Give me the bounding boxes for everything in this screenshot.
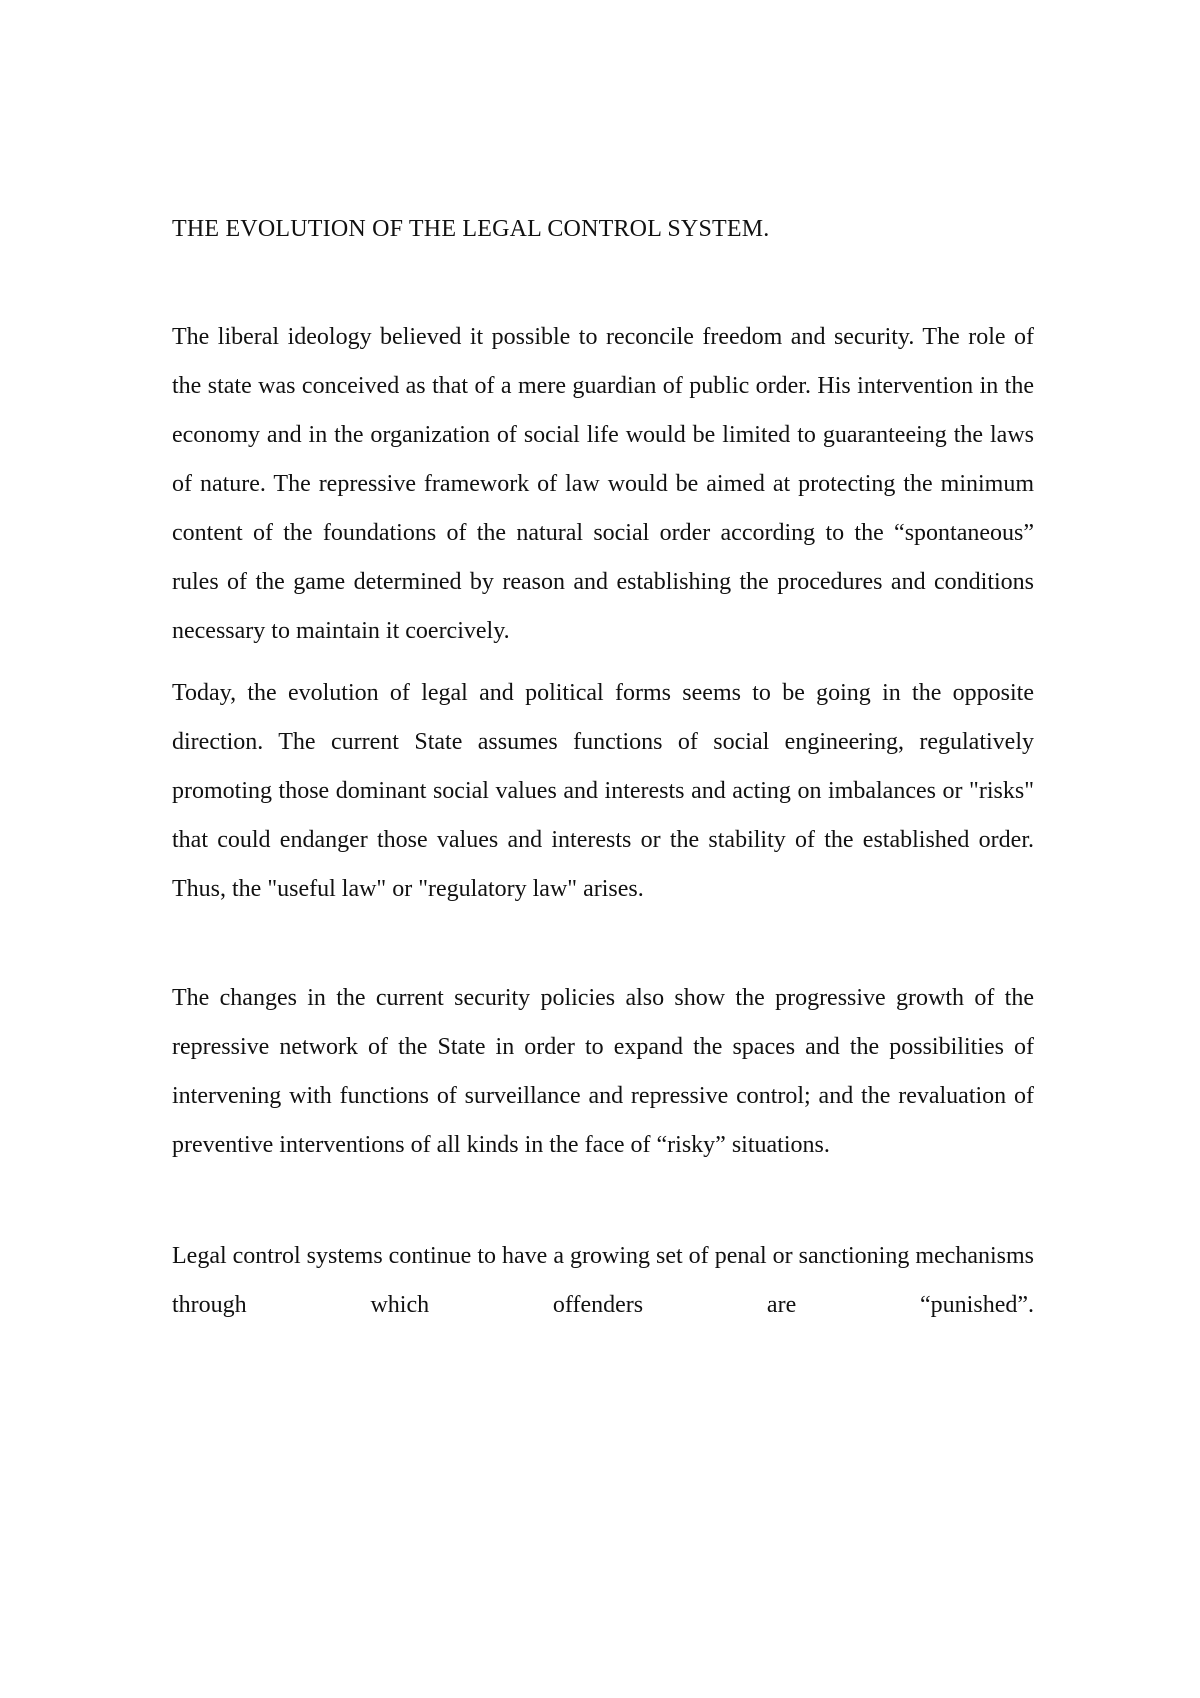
document-body xyxy=(172,205,1034,1330)
paragraph-liberal-ideology: The liberal ideology believed it possible to reconcile freedom and security. The role of the state was conceived as that of a mere guardian of public order. His intervention in the economy and in the organization of social life would be limited to guaranteeing the laws of nature. The repressive framework of law would be aimed at protecting the minimum content of the foundations of the natural social order according to the “spontaneous” rules of the game determined by reason and establishing the procedures and conditions necessary to maintain it coercively. xyxy=(172,324,1034,644)
paragraph-legal-control-systems: Legal control systems continue to have a growing set of penal or sanctioning mechanisms through which offenders are “punished”. xyxy=(172,1243,1034,1318)
paragraph-evolution-today: Today, the evolution of legal and political forms seems to be going in the opposite direction. The current State assumes functions of social engineering, regulatively promoting those dominant social values and interests and acting on imbalances or "risks" that could endanger those values and interests or the stability of the established order. Thus, the "useful law" or "regulatory law" arises. xyxy=(172,680,1034,902)
paragraph-security-policies: The changes in the current security policies also show the progressive growth of the repressive network of the State in order to expand the spaces and the possibilities of intervening with functions of surveillance and repressive control; and the revaluation of preventive interventions of all kinds in the face of “risky” situations. xyxy=(172,985,1034,1158)
document-title: THE EVOLUTION OF THE LEGAL CONTROL SYSTEM. xyxy=(172,216,770,242)
